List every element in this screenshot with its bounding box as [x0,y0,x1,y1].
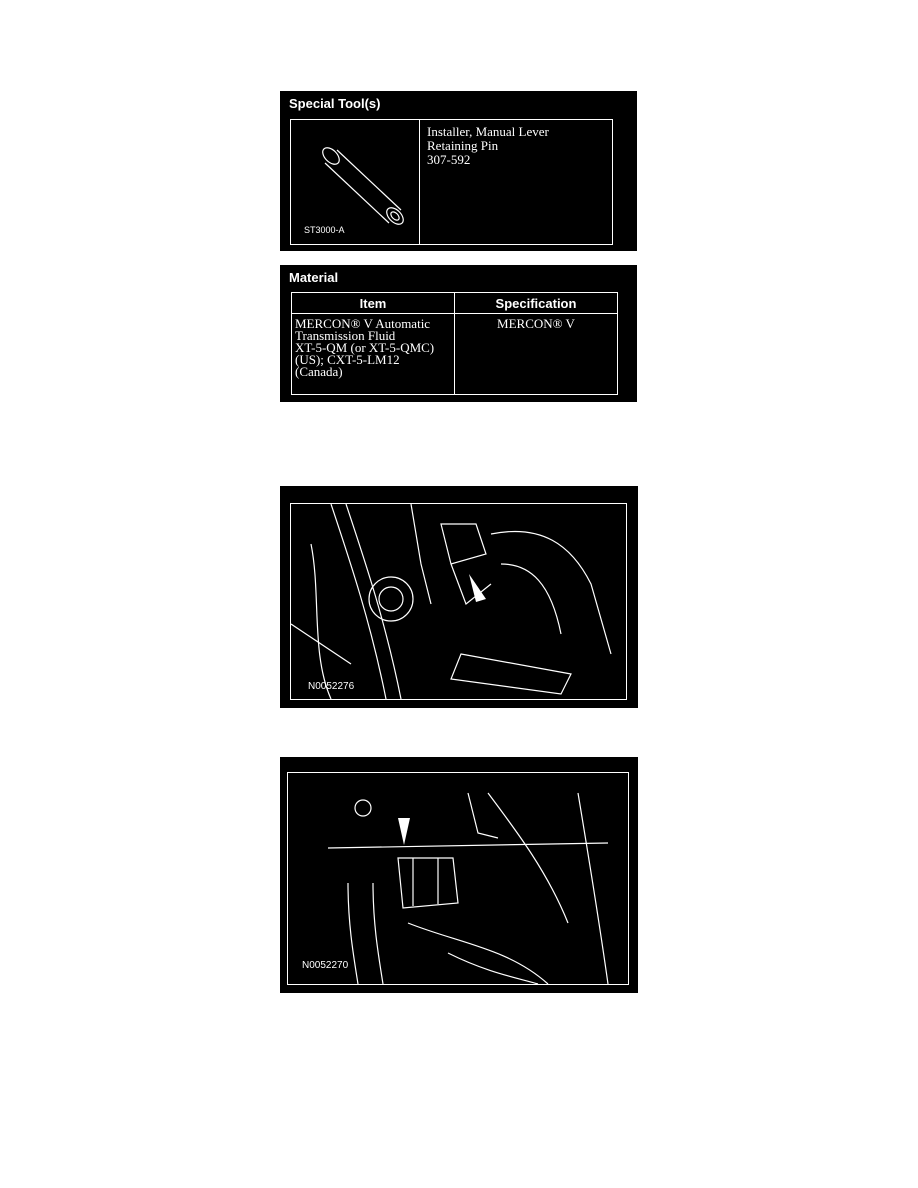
figure-connector [280,486,638,708]
specification-header: Specification [455,293,618,314]
special-tool-title: Special Tool(s) [289,96,381,111]
material-panel [280,265,637,402]
air-intake-illustration [288,773,628,984]
figure-frame [287,772,629,985]
installer-tool-illustration [297,128,415,232]
item-header: Item [292,293,455,314]
figure-sensor [280,757,638,993]
tool-divider [419,120,420,244]
tool-description: Installer, Manual Lever Retaining Pin 307-592 [427,124,549,167]
engine-connector-illustration [291,504,626,699]
special-tool-panel [280,91,637,251]
special-tool-box [290,119,613,245]
figure-label: N0052270 [302,960,349,971]
figure-frame [290,503,627,700]
material-table [291,292,618,395]
figure-label: N0052276 [308,681,355,692]
material-title: Material [289,270,339,285]
tool-figure-code: ST3000-A [304,225,345,235]
material-specification: MERCON® V [455,314,618,395]
material-item: MERCON® V Automatic Transmission Fluid XT-5-QM (or XT-5-QMC) (US); CXT-5-LM12 (Canada) [292,314,455,395]
table-row [292,314,618,395]
